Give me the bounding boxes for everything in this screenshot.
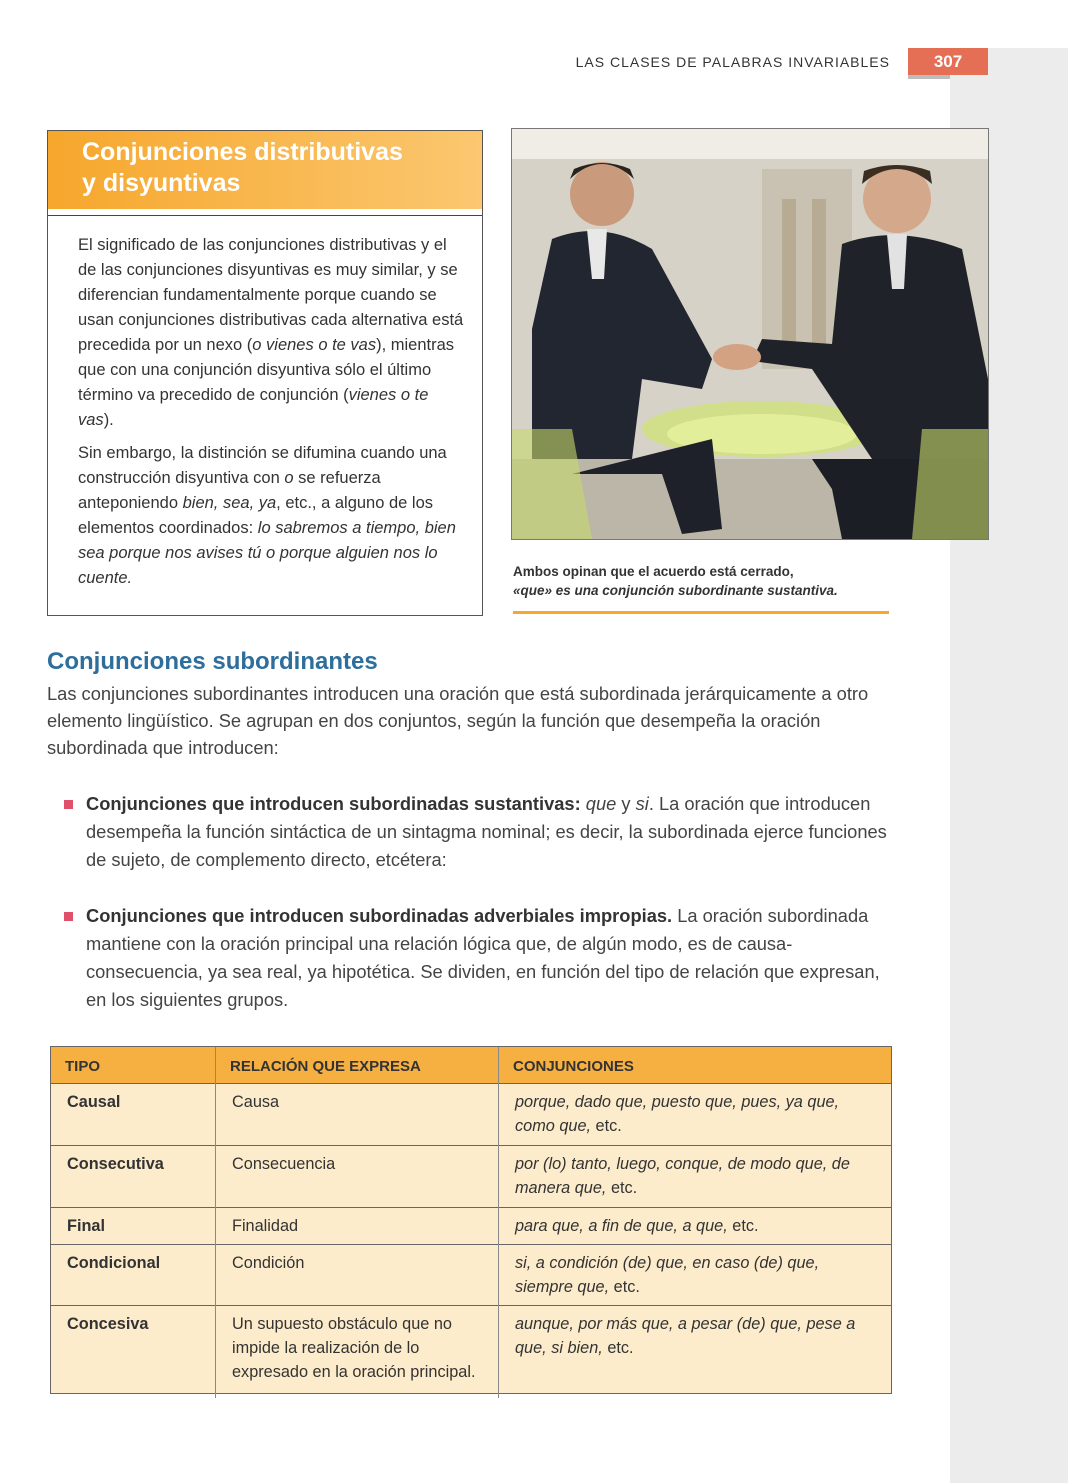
col-header-tipo: TIPO xyxy=(51,1047,216,1084)
table-row: Concesiva Un supuesto obstáculo que no impide la realización de lo expresado en la oración principal. aunque, por más que, a pesar (de) que, pese a que, si bien, etc. xyxy=(51,1306,891,1398)
info-paragraph-1: El significado de las conjunciones distributivas y el de las conjunciones disyuntivas es muy similar, y se diferencian fundamentalmente porque cuando se usan conjunciones distributivas cada alternativa está precedida por un nexo (o vienes o te vas), mientras que con una conjunción disyuntiva sólo el último término va precedido de conjunción (vienes o te vas). xyxy=(78,236,464,429)
info-box-body xyxy=(78,233,468,599)
table-header-row xyxy=(51,1047,891,1084)
section-intro: Las conjunciones subordinantes introducen una oración que está subordinada jerárquicamente a otro elemento lingüístico. Se agrupan en dos conjuntos, según la función que desempeña la oración subordinada que introducen: xyxy=(47,683,869,758)
table-row: Final Finalidad para que, a fin de que, a que, etc. xyxy=(51,1208,891,1245)
info-box-rule xyxy=(48,215,482,216)
table-row: Consecutiva Consecuencia por (lo) tanto, luego, conque, de modo que, de manera que, etc. xyxy=(51,1146,891,1208)
handshake-illustration xyxy=(512,129,988,539)
table-row: Causal Causa porque, dado que, puesto que, pues, ya que, como que, etc. xyxy=(51,1084,891,1146)
caption-rule xyxy=(513,611,889,614)
photo-caption: Ambos opinan que el acuerdo está cerrado, «que» es una conjunción subordinante sustantiva. xyxy=(513,564,838,598)
info-box-header xyxy=(48,131,482,209)
running-title: LAS CLASES DE PALABRAS INVARIABLES xyxy=(575,54,890,70)
bullet-square-icon xyxy=(64,800,73,809)
info-box-title: Conjunciones distributivas y disyuntivas xyxy=(82,138,403,197)
conjunctions-table xyxy=(50,1046,892,1394)
info-paragraph-2: Sin embargo, la distinción se difumina cuando una construcción disyuntiva con o se refuerza anteponiendo bien, sea, ya, etc., a alguno de los elementos coordinados: lo sabremos a tiempo, bien sea porque nos avises tú o porque alguien nos lo cuente. xyxy=(78,444,456,587)
bullet-square-icon xyxy=(64,912,73,921)
section-title: Conjunciones subordinantes xyxy=(47,648,378,675)
col-header-conjunciones: CONJUNCIONES xyxy=(499,1047,892,1084)
page-number: 307 xyxy=(908,48,988,75)
handshake-photo xyxy=(511,128,989,540)
header-rule xyxy=(908,75,950,79)
col-header-relacion: RELACIÓN QUE EXPRESA xyxy=(216,1047,499,1084)
bullet-adverbiales: Conjunciones que introducen subordinadas adverbiales impropias. La oración subordinada mantiene con la oración principal una relación lógica que, de algún modo, es de causa-consecuencia, ya sea real, ya hipotética. Se dividen, en función del tipo de relación que expresan, en los siguientes grupos. xyxy=(64,902,894,1014)
bullet-sustantivas: Conjunciones que introducen subordinadas sustantivas: que y si. La oración que introducen desempeña la función sintáctica de un sintagma nominal; es decir, la subordinada ejerce funciones de sujeto, de complemento directo, etcétera: xyxy=(64,790,894,874)
info-box xyxy=(47,130,483,616)
table-row: Condicional Condición si, a condición (de) que, en caso (de) que, siempre que, etc. xyxy=(51,1245,891,1306)
